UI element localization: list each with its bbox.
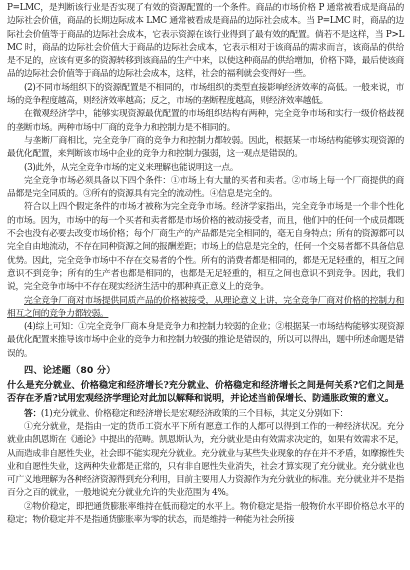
- paragraph: (2)不同市场组织下的资源配置是不相同的，市场组织的类型直接影响经济效率的高低。一般来说，市场的竞争程度越高，则经济效率越高；反之，市场的垄断程度越高，则经济效率越低。: [7, 82, 404, 107]
- answer-paragraph: ①充分就业，是指由一定的货币工资水平下所有愿意工作的人都可以得到工作的一种经济状况。充分就业由凯恩斯在《通论》中提出的范畴。凯恩斯认为，充分就业是由有效需求决定的，如果有效需求不足，从而造成非自愿性失业，社会即不能实现充分就业。充分就业与某些失业现象的存在并不矛盾，如摩擦性失业和自愿性失业，这两种失业都是正常的，只有非自愿性失业消失，社会才算实现了充分就业。充分就业也可广义地理解为各种经济资源得到充分利用，目前主要用人力资源作为充分就业的标准。充分就业并不是指百分之百的就业，一般地说充分就业允许的失业范围为 4%。: [7, 422, 405, 499]
- paragraph: 完全竞争市场必须具备以下四个条件：①市场上有大量的买者和卖者。②市场上每一个厂商提供的商品都是完全同质的。③所有的资源具有完全的流动性。④信息是完全的。: [7, 175, 404, 200]
- paragraph: 符合以上四个假定条件的市场才被称为完全竞争市场。经济学家指出，完全竞争市场是一个非个性化的市场。因为，市场中的每一个买者和卖者都是市场价格的被动接受者，而且，他们中的任何一个成员都既不会也没有必要去改变市场价格；每个厂商生产的产品都是完全相同的，毫无自身特点；所有的资源都可以完全自由地流动，不存在同种资源之间的报酬差距；市场上的信息是完全的，任何一个交易者都不具备信息优势。因此，完全竞争市场中不存在交易者的个性。所有的消费者都是相同的，都是无足轻重的，相互之间意识不到竞争；所有的生产者也都是相同的，也都是无足轻重的，相互之间也意识不到竞争。因此，我们说，完全竞争市场中不存在现实经济生活中的那种真正意义上的竞争。: [7, 202, 405, 293]
- paragraph: 在微观经济学中，能够实现资源最优配置的市场组织结构有两种，完全竞争市场和实行一级价格歧视的垄断市场。两种市场中厂商的竞争力和控制力是不相同的。: [7, 109, 404, 133]
- answer-paragraph: ②物价稳定，即把通货膨胀率维持在低而稳定的水平上。物价稳定是指一般物价水平即价格总水平的稳定；物价稳定并不是指通货膨胀率为零的状态，而是维持一种能为社会所接: [7, 501, 404, 526]
- paragraph-conclusion: (4)综上可知：①完全竞争厂商本身是竞争力和控制力较弱的企业；②根据某一市场结构能够实现资源最优化配置来推导该市场中企业的竞争力和控制力较强的推论是错误的，所以可以得出，题中所述命题是错误的。: [7, 322, 405, 359]
- top-paragraphs: [7, 2, 404, 361]
- question-body: 什么是充分就业、价格稳定和经济增长?充分就业、价格稳定和经济增长之间是何关系?它们之间是否存在矛盾?试用宏观经济学理论对此加以解释和说明，并论述当前保增长、防通胀政策的意义。: [7, 379, 404, 405]
- answer-block: [7, 408, 404, 528]
- answer-label: 答：: [24, 408, 41, 419]
- question-text: [7, 379, 404, 406]
- answer-paragraph: [7, 408, 404, 421]
- paragraph: 与垄断厂商相比，完全竞争厂商的竞争力和控制力都较弱。因此，根据某一市场结构能够实现资源的最优化配置，来判断该市场中企业的竞争力和控制力强弱，这一观点是错误的。: [7, 135, 404, 160]
- paragraph-underlined: 完全竞争厂商对市场提供同质产品的价格被接受，从理论意义上讲，完全竞争厂商对价格的控制力和相互之间的竞争力都较弱。: [7, 295, 404, 319]
- section-heading: 四、论述题（80 分）: [24, 365, 116, 377]
- paragraph: (3)此外，从完全竞争市场的定义来理解也能说明这一点。: [24, 162, 239, 173]
- paragraph: P=LMC，是判断该行业是否实现了有效的资源配置的一个条件。商品的市场价格 P 通常被看成是商品的边际社会价值，商品的长期边际成本 LMC 通常被看成是商品的边际社会成本。当 P=LMC 时，商品的边际社会价值等于商品的边际社会成本，它表示资源在该行业得到了最有效的配置。倘若不是这样，当 P>LMC 时，商品的边际社会价值大于商品的边际社会成本，它表示相对于该商品的需求而言，该商品的供给是不足的，应该有更多的资源转移到该商品的生产中来，以使这种商品的供给增加，价格下降，最后使该商品的边际社会价值等于商品的边际社会成本，这样，社会的福利就会变得好一些。: [7, 3, 405, 80]
- answer-text: (1)充分就业、价格稳定和经济增长是宏观经济政策的三个目标，其定义分别如下：: [40, 408, 348, 419]
